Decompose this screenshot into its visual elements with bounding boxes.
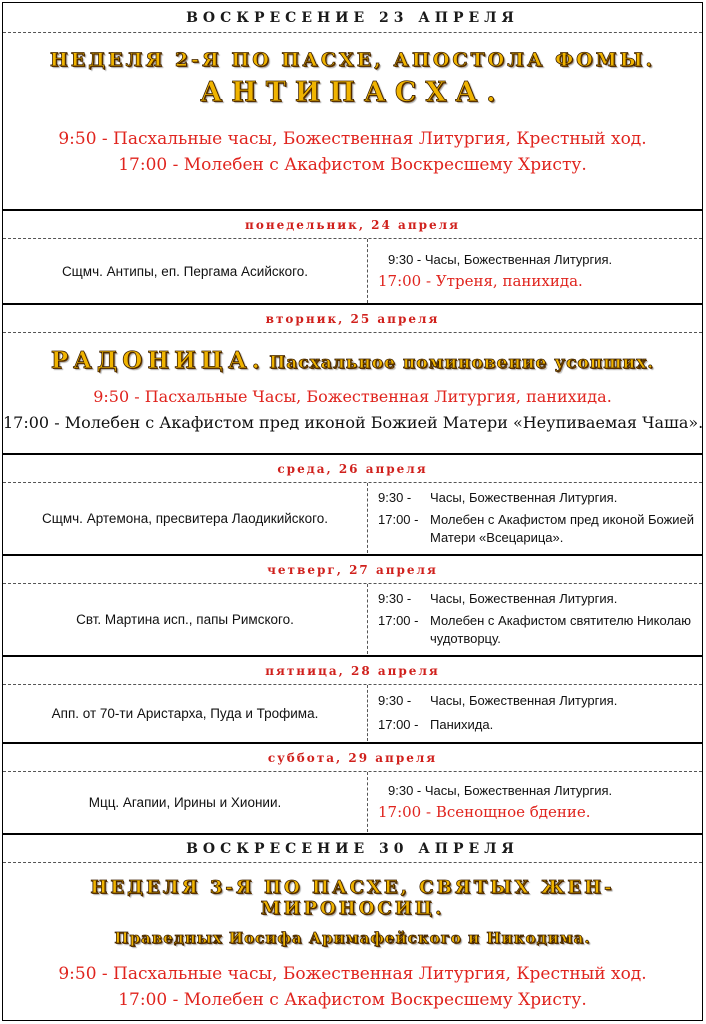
service-desc: Часы, Божественная Литургия.: [430, 490, 618, 505]
service-line: [378, 612, 702, 648]
service-desc: Молебен с Акафистом святителю Николаю чудотворцу.: [430, 613, 692, 646]
service-line: [378, 716, 702, 734]
service-line: [378, 511, 702, 547]
feast-title: НЕДЕЛЯ 2-Я ПО ПАСХЕ, АПОСТОЛА ФОМЫ.: [49, 49, 656, 71]
day-header-friday: пятница, 28 апреля: [3, 657, 702, 685]
service-line: [378, 489, 702, 507]
feast-title: РАДОНИЦА.: [50, 347, 265, 374]
services: [368, 685, 702, 741]
service-time: 9:30 -: [378, 693, 412, 708]
services: [368, 483, 702, 553]
service-time: 17:00 -: [378, 717, 419, 732]
service-line: 17:00 - Молебен с Акафистом Воскресшему Христу.: [118, 990, 587, 1010]
day-header-wednesday: среда, 26 апреля: [3, 455, 702, 483]
saint-commemoration: Сщмч. Артемона, пресвитера Лаодикийского.: [3, 483, 368, 553]
sunday-30-block: [3, 867, 702, 1017]
tuesday-block: [3, 335, 702, 451]
saint-commemoration: Свт. Мартина исп., папы Римского.: [3, 584, 368, 654]
day-header-tuesday: вторник, 25 апреля: [3, 305, 702, 333]
services: [368, 584, 702, 654]
service-time: 17:00 -: [378, 613, 419, 628]
service-desc: Часы, Божественная Литургия.: [430, 693, 618, 708]
day-header-saturday: суббота, 29 апреля: [3, 744, 702, 772]
service-line: 17:00 - Утреня, панихида.: [378, 272, 583, 290]
service-line: [378, 590, 702, 608]
service-line: 9:50 - Пасхальные часы, Божественная Литургия, Крестный ход.: [58, 964, 647, 984]
service-line: 9:50 - Пасхальные часы, Божественная Литургия, Крестный ход.: [58, 129, 647, 149]
saint-commemoration: Апп. от 70-ти Аристарха, Пуда и Трофима.: [3, 685, 368, 741]
feast-title-line: [3, 347, 702, 374]
service-line: 17:00 - Всенощное бдение.: [378, 803, 591, 821]
service-line: 17:00 - Молебен с Акафистом пред иконой Божией Матери «Неупиваемая Чаша».: [3, 413, 704, 432]
saint-commemoration: Сщмч. Антипы, еп. Пергама Асийского.: [3, 239, 368, 303]
day-header-thursday: четверг, 27 апреля: [3, 556, 702, 584]
service-line: 9:50 - Пасхальные Часы, Божественная Литургия, панихида.: [93, 387, 612, 406]
wednesday-row: [3, 483, 702, 553]
saint-commemoration: Мцц. Агапии, Ирины и Хионии.: [3, 772, 368, 832]
day-header-sunday-23: ВОСКРЕСЕНИЕ 23 АПРЕЛЯ: [3, 3, 702, 33]
sunday-23-block: [3, 37, 702, 209]
service-line: 17:00 - Молебен с Акафистом Воскресшему Христу.: [118, 155, 587, 175]
service-line: 9:30 - Часы, Божественная Литургия.: [388, 252, 613, 267]
service-desc: Молебен с Акафистом пред иконой Божией Матери «Всецарица».: [430, 512, 695, 545]
feast-subtitle: АНТИПАСХА.: [200, 77, 505, 108]
service-time: 17:00 -: [378, 512, 419, 527]
day-header-sunday-30: ВОСКРЕСЕНИЕ 30 АПРЕЛЯ: [3, 835, 702, 863]
feast-subtitle: Пасхальное поминовение усопших.: [269, 353, 655, 373]
services: [368, 772, 702, 832]
service-time: 9:30 -: [378, 591, 412, 606]
schedule: [2, 2, 703, 1021]
thursday-row: [3, 584, 702, 654]
services: [368, 239, 702, 303]
saturday-row: [3, 772, 702, 832]
service-desc: Часы, Божественная Литургия.: [430, 591, 618, 606]
feast-subtitle: Праведных Иосифа Аримафейского и Никодима.: [114, 929, 591, 947]
feast-title: НЕДЕЛЯ 3-Я ПО ПАСХЕ, СВЯТЫХ ЖЕН-МИРОНОСИЦ.: [90, 877, 615, 919]
service-time: 9:30 -: [378, 490, 412, 505]
service-line: 9:30 - Часы, Божественная Литургия.: [388, 783, 613, 798]
monday-row: [3, 239, 702, 303]
day-header-monday: понедельник, 24 апреля: [3, 211, 702, 239]
service-desc: Панихида.: [430, 717, 494, 732]
service-line: [378, 692, 702, 710]
friday-row: [3, 685, 702, 741]
